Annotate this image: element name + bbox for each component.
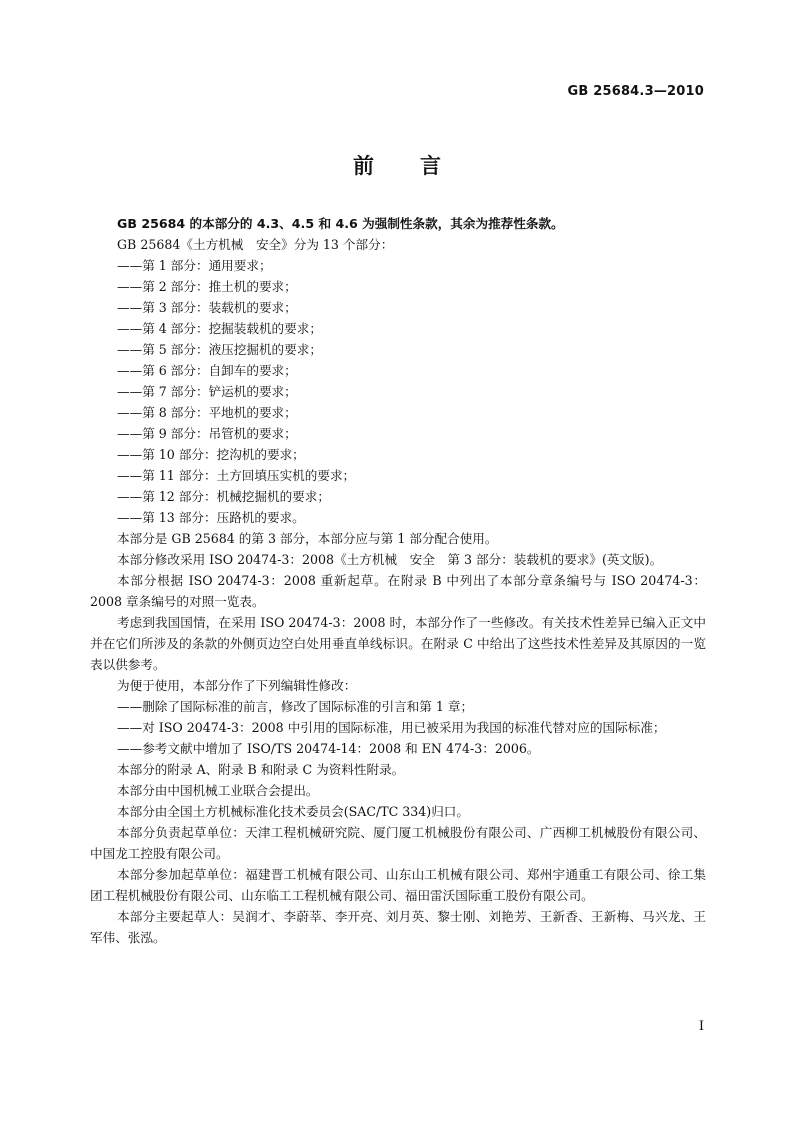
paragraph: 本部分负责起草单位：天津工程机械研究院、厦门厦工机械股份有限公司、广西柳工机械股份有限公司、中国龙工控股有限公司。 xyxy=(90,825,706,861)
list-item: ——第 7 部分：铲运机的要求； xyxy=(117,384,297,399)
paragraph: 本部分是 GB 25684 的第 3 部分，本部分应与第 1 部分配合使用。 xyxy=(117,531,498,546)
list-item: ——第 11 部分：土方回填压实机的要求； xyxy=(117,468,356,483)
list-item: ——第 10 部分：挖沟机的要求； xyxy=(117,447,305,462)
list-item: ——第 3 部分：装载机的要求； xyxy=(117,300,297,315)
list-item: ——第 8 部分：平地机的要求； xyxy=(117,405,297,420)
paragraph: 本部分修改采用 ISO 20474-3：2008《土方机械 安全 第 3 部分：装载机的要求》(英文版)。 xyxy=(117,552,663,567)
page-title: 前言 xyxy=(353,154,487,178)
list-item: ——第 2 部分：推土机的要求； xyxy=(117,279,297,294)
paragraph: GB 25684 的本部分的 4.3、4.5 和 4.6 为强制性条款，其余为推荐性条款。 xyxy=(117,216,564,231)
list-item: ——删除了国际标准的前言，修改了国际标准的引言和第 1 章； xyxy=(117,699,474,714)
paragraph: 本部分根据 ISO 20474-3：2008 重新起草。在附录 B 中列出了本部分章条编号与 ISO 20474-3：2008 章条编号的对照一览表。 xyxy=(90,573,706,609)
paragraph: 考虑到我国国情，在采用 ISO 20474-3：2008 时，本部分作了一些修改。有关技术性差异已编入正文中并在它们所涉及的条款的外侧页边空白处用垂直单线标识。在附录 C 中给出了这些技术性差异及其原因的一览表以供参考。 xyxy=(90,615,706,672)
paragraph: GB 25684《土方机械 安全》分为 13 个部分： xyxy=(117,237,394,252)
list-item: ——第 13 部分：压路机的要求。 xyxy=(117,510,305,525)
list-item: ——第 6 部分：自卸车的要求； xyxy=(117,363,297,378)
list-item: ——第 4 部分：挖掘装载机的要求； xyxy=(117,321,322,336)
paragraph: 本部分的附录 A、附录 B 和附录 C 为资料性附录。 xyxy=(117,762,405,777)
list-item: ——第 9 部分：吊管机的要求； xyxy=(117,426,297,441)
list-item: ——第 5 部分：液压挖掘机的要求； xyxy=(117,342,322,357)
list-item: ——对 ISO 20474-3：2008 中引用的国际标准，用已被采用为我国的标准代替对应的国际标准； xyxy=(117,720,666,735)
list-item: ——第 1 部分：通用要求； xyxy=(117,258,272,273)
document-code: GB 25684.3—2010 xyxy=(567,84,704,99)
paragraph: 为便于使用，本部分作了下列编辑性修改： xyxy=(117,678,357,693)
page-number: I xyxy=(698,1019,704,1034)
paragraph: 本部分参加起草单位：福建晋工机械有限公司、山东山工机械有限公司、郑州宇通重工有限公司、徐工集团工程机械股份有限公司、山东临工工程机械有限公司、福田雷沃国际重工股份有限公司。 xyxy=(90,867,706,903)
list-item: ——参考文献中增加了 ISO/TS 20474-14：2008 和 EN 474-3：2006。 xyxy=(117,741,540,756)
foreword-body xyxy=(90,213,706,948)
list-item: ——第 12 部分：机械挖掘机的要求； xyxy=(117,489,330,504)
paragraph: 本部分由中国机械工业联合会提出。 xyxy=(117,783,319,798)
paragraph: 本部分由全国土方机械标准化技术委员会(SAC/TC 334)归口。 xyxy=(117,804,469,819)
paragraph: 本部分主要起草人：吴润才、李蔚莘、李开亮、刘月英、黎士刚、刘艳芳、王新香、王新梅、马兴龙、王军伟、张泓。 xyxy=(90,909,706,945)
